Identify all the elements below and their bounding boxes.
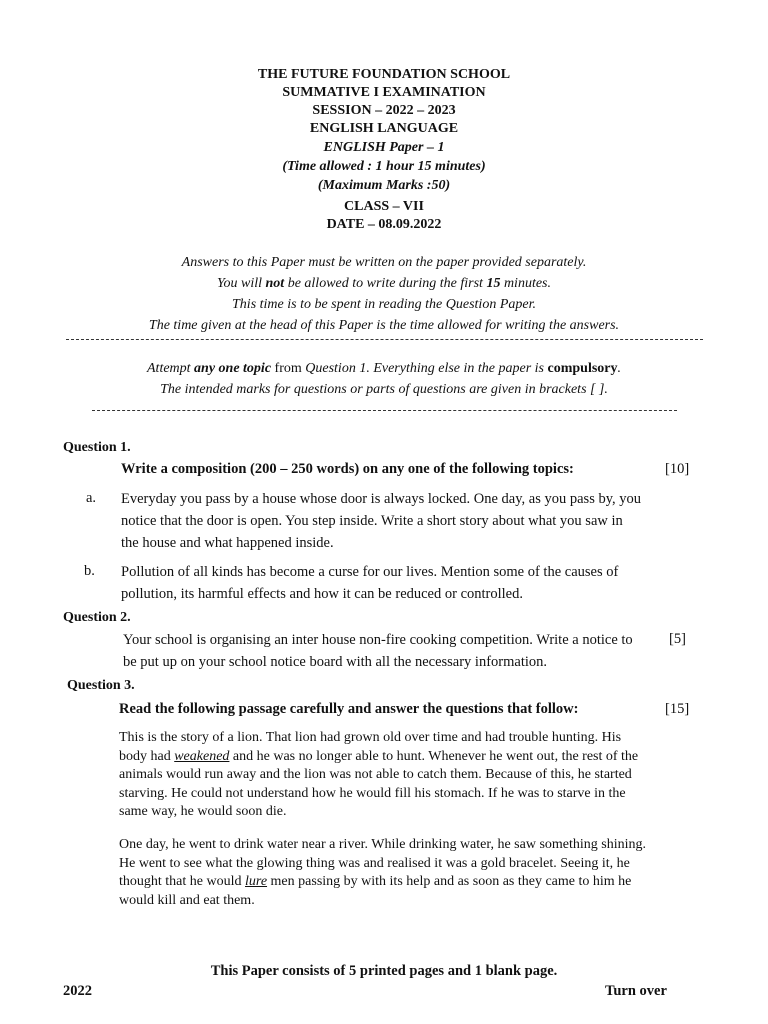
exam-date: DATE – 08.09.2022 bbox=[326, 217, 442, 232]
paper-name: ENGLISH Paper – 1 bbox=[323, 140, 445, 155]
page-count-note: This Paper consists of 5 printed pages and 1 blank page. bbox=[210, 963, 558, 979]
attempt-instruction bbox=[0, 358, 768, 379]
option-a-text: Everyday you pass by a house whose door is always locked. One day, as you pass by, you notice that the door is open. You step inside. Write a short story about what you saw in the house and what happened inside. bbox=[121, 491, 642, 551]
instruction-text: You will bbox=[217, 276, 266, 291]
question-2-label: Question 2. bbox=[63, 610, 131, 625]
school-name: THE FUTURE FOUNDATION SCHOOL bbox=[257, 67, 511, 82]
question-1-prompt: Write a composition (200 – 250 words) on any one of the following topics: bbox=[121, 461, 574, 477]
instruction-line-4: The time given at the head of this Paper is the time allowed for writing the answers. bbox=[148, 318, 620, 333]
passage-text: and he was no longer able to hunt. Whenever he went out, the rest of the animals would run away and the lion was not able to catch them. Because of this, he started starving. He could not understand how he would fill his stomach. If he was to starve in the same way, he would soon die. bbox=[119, 748, 639, 820]
footer-year: 2022 bbox=[63, 983, 92, 999]
instruction-line-2 bbox=[0, 273, 768, 294]
instruction-text: minutes. bbox=[500, 276, 551, 291]
turn-over: Turn over bbox=[605, 983, 667, 999]
question-2-text: Your school is organising an inter house non-fire cooking competition. Write a notice to be put up on your school notice board with all the necessary information. bbox=[123, 632, 633, 670]
instruction-text: from bbox=[271, 361, 306, 376]
question-1-label: Question 1. bbox=[63, 440, 131, 455]
passage-text: One day, he went to drink water near a river. While drinking water, he saw something shining. He went to see what the glowing thing was and realised it was a gold bracelet. Seeing it, he thought that he would bbox=[119, 837, 647, 890]
instruction-text: . bbox=[617, 361, 621, 376]
option-a-label: a. bbox=[86, 490, 97, 506]
time-allowed: (Time allowed : 1 hour 15 minutes) bbox=[282, 159, 486, 174]
divider bbox=[92, 410, 677, 411]
subject: ENGLISH LANGUAGE bbox=[309, 121, 459, 136]
instruction-line-1: Answers to this Paper must be written on the paper provided separately. bbox=[181, 255, 587, 270]
marks-instruction: The intended marks for questions or parts of questions are given in brackets [ ]. bbox=[160, 382, 608, 397]
instruction-text: Attempt bbox=[147, 361, 195, 376]
question-2-marks: [5] bbox=[669, 631, 686, 647]
session: SESSION – 2022 – 2023 bbox=[312, 103, 456, 118]
class-label: CLASS – VII bbox=[344, 199, 424, 214]
instruction-text: Question 1. Everything else in the paper is bbox=[305, 361, 548, 376]
passage-text: This is the story of a lion. That lion had grown old over time and had trouble hunting. His body had bbox=[119, 730, 622, 764]
instruction-text: be allowed to write during the first bbox=[284, 276, 487, 291]
option-b-text: Pollution of all kinds has become a curse for our lives. Mention some of the causes of pollution, its harmful effects and how it can be reduced or controlled. bbox=[121, 564, 619, 602]
instruction-emphasis: not bbox=[265, 276, 285, 291]
question-3-prompt: Read the following passage carefully and answer the questions that follow: bbox=[119, 701, 579, 717]
maximum-marks: (Maximum Marks :50) bbox=[317, 178, 451, 193]
question-3-marks: [15] bbox=[665, 701, 690, 717]
exam-title: SUMMATIVE I EXAMINATION bbox=[282, 85, 486, 100]
divider bbox=[66, 339, 703, 340]
underlined-word: lure bbox=[245, 874, 268, 890]
question-1-marks: [10] bbox=[665, 461, 690, 477]
instruction-emphasis: 15 bbox=[486, 276, 501, 291]
passage-text: men passing by with its help and as soon as they came to him he would kill and eat them. bbox=[119, 874, 632, 908]
underlined-word: weakened bbox=[174, 748, 230, 764]
question-3-label: Question 3. bbox=[67, 678, 135, 693]
option-b-label: b. bbox=[84, 563, 95, 579]
passage-paragraph-1 bbox=[119, 729, 647, 822]
instruction-emphasis: any one topic bbox=[194, 361, 272, 376]
instruction-emphasis: compulsory bbox=[547, 361, 618, 376]
instruction-line-3: This time is to be spent in reading the Question Paper. bbox=[232, 297, 536, 312]
passage-paragraph-2 bbox=[119, 836, 647, 910]
